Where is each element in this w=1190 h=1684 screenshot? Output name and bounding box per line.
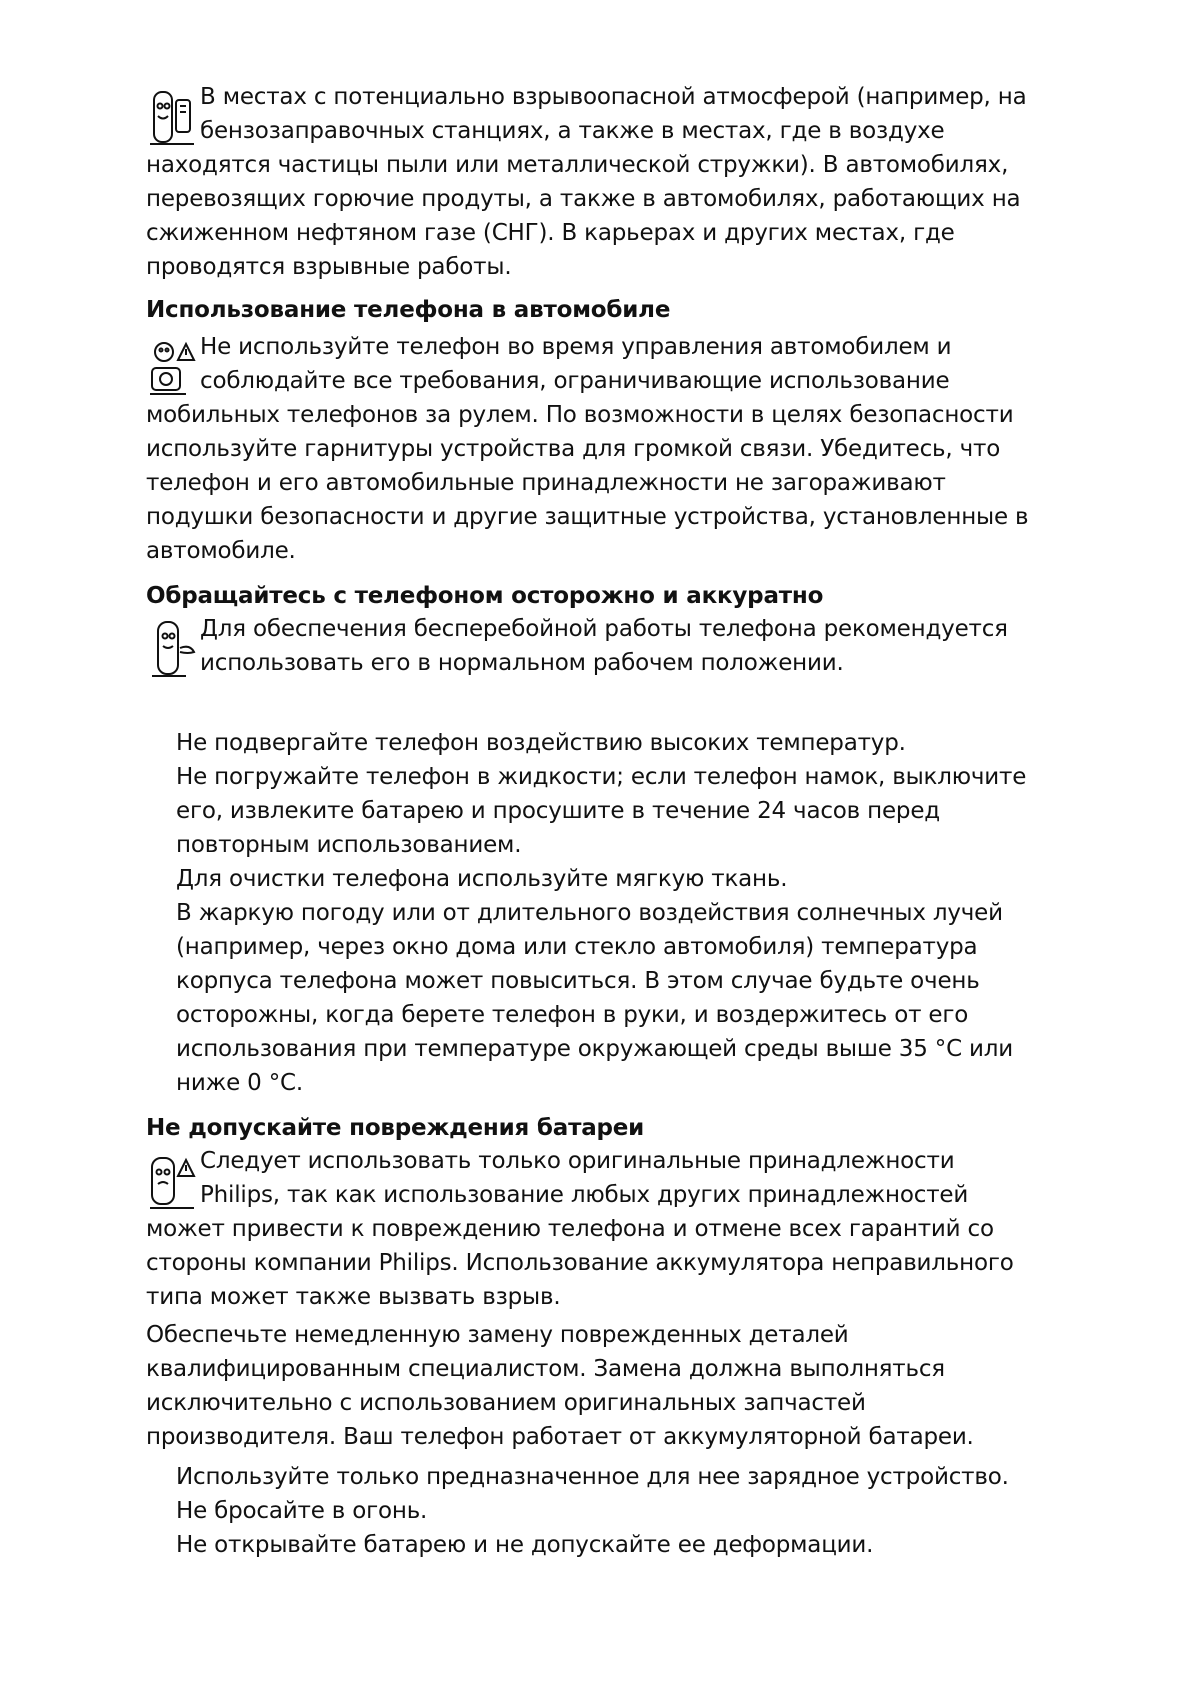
- care-bullet-cleaning: Для очистки телефона используйте мягкую ткань.: [176, 866, 788, 892]
- battery-bullet-deform: Не открывайте батарею и не допускайте ее деформации.: [176, 1532, 874, 1558]
- care-paragraph: Для обеспечения бесперебойной работы телефона рекомендуется использовать его в нормальном рабочем положении.: [200, 616, 1008, 676]
- battery-bullet-fire: Не бросайте в огонь.: [176, 1498, 428, 1524]
- care-section-heading: Обращайтесь с телефоном осторожно и аккуратно: [146, 583, 824, 609]
- battery-bullets: [176, 1460, 1066, 1562]
- battery-section-heading: Не допускайте повреждения батареи: [146, 1115, 645, 1141]
- care-bullet-heat: Не подвергайте телефон воздействию высоких температур.: [176, 730, 906, 756]
- battery-replacement-paragraph: Обеспечьте немедленную замену поврежденных деталей квалифицированным специалистом. Замена должна выполняться исключительно с использованием оригинальных запчастей производителя. Ваш телефон работает от аккумуляторной батареи.: [146, 1322, 974, 1450]
- car-section-heading: Использование телефона в автомобиле: [146, 297, 671, 323]
- battery-paragraph: Следует использовать только оригинальные принадлежности Philips, так как использование любых других принадлежностей может привести к повреждению телефона и отмене всех гарантий со стороны компании Philips. Использование аккумулятора неправильного типа может также вызвать взрыв.: [146, 1148, 1014, 1310]
- care-bullet-liquids: Не погружайте телефон в жидкости; если телефон намок, выключите его, извлеките батарею и просушите в течение 24 часов перед повторным использованием.: [176, 764, 1027, 858]
- battery-bullet-charger: Используйте только предназначенное для нее зарядное устройство.: [176, 1464, 1009, 1490]
- car-paragraph: Не используйте телефон во время управления автомобилем и соблюдайте все требования, ограничивающие использование мобильных телефонов за рулем. По возможности в целях безопасности используйте гарнитуры устройства для громкой связи. Убедитесь, что телефон и его автомобильные принадлежности не загораживают подушки безопасности и другие защитные устройства, установленные в автомобиле.: [146, 334, 1029, 564]
- explosive-paragraph: В местах с потенциально взрывоопасной атмосферой (например, на бензозаправочных станциях, а также в местах, где в воздухе находятся частицы пыли или металлической стружки). В автомобилях, перевозящих горючие продуты, а также в автомобилях, работающих на сжиженном нефтяном газе (СНГ). В карьерах и других местах, где проводятся взрывные работы.: [146, 84, 1027, 280]
- care-bullet-hot-weather: В жаркую погоду или от длительного воздействия солнечных лучей (например, через окно дома или стекло автомобиля) температура корпуса телефона может повыситься. В этом случае будьте очень осторожны, когда берете телефон в руки, и воздержитесь от его использования при температуре окружающей среды выше 35 °С или ниже 0 °С.: [176, 900, 1014, 1096]
